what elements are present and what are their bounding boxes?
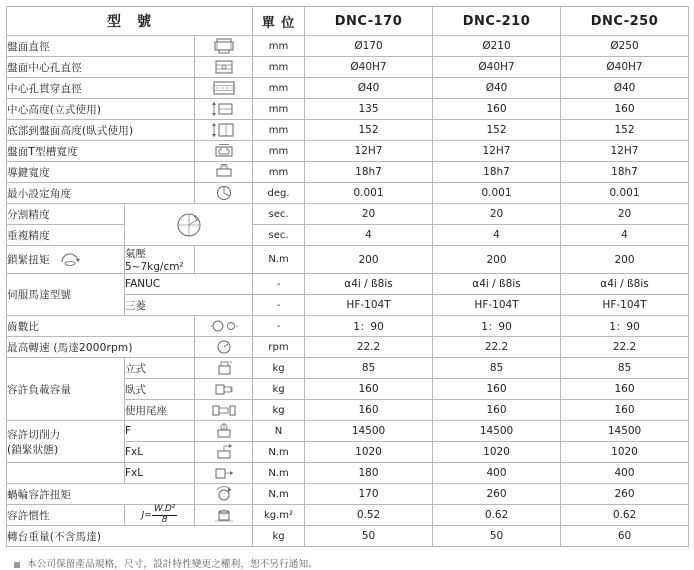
row-value-1: 14500 bbox=[305, 421, 433, 442]
load-horizontal-icon bbox=[195, 379, 253, 400]
row-value-1: 160 bbox=[305, 400, 433, 421]
table-row bbox=[7, 274, 689, 295]
row-label: 盤面T型槽寬度 bbox=[7, 141, 195, 162]
row-label: 最高轉速 (馬達2000rpm) bbox=[7, 337, 195, 358]
faceplate-diameter-icon bbox=[195, 36, 253, 57]
row-value-1: 18h7 bbox=[305, 162, 433, 183]
header-model-3: DNC-250 bbox=[561, 7, 689, 36]
row-label: 底部到盤面高度(臥式使用) bbox=[7, 120, 195, 141]
row-value-2: 1：90 bbox=[433, 316, 561, 337]
cutting-force-fxl-1-icon bbox=[195, 442, 253, 463]
row-value-1: 4 bbox=[305, 225, 433, 246]
row-value-1: 12H7 bbox=[305, 141, 433, 162]
row-value-1: α4i / ß8is bbox=[305, 274, 433, 295]
table-row bbox=[7, 120, 689, 141]
row-value-1: 0.52 bbox=[305, 505, 433, 526]
row-value-2: HF-104T bbox=[433, 295, 561, 316]
table-row bbox=[7, 337, 689, 358]
row-label: 盤面直徑 bbox=[7, 36, 195, 57]
row-sublabel: 使用尾座 bbox=[125, 400, 195, 421]
row-value-2: 0.62 bbox=[433, 505, 561, 526]
row-value-3: 260 bbox=[561, 484, 689, 505]
table-row bbox=[7, 204, 689, 225]
row-unit: sec. bbox=[253, 225, 305, 246]
air-pressure-icon bbox=[195, 246, 253, 274]
row-unit: mm bbox=[253, 57, 305, 78]
row-unit: deg. bbox=[253, 183, 305, 204]
row-value-1: HF-104T bbox=[305, 295, 433, 316]
row-value-1: 50 bbox=[305, 526, 433, 547]
table-row bbox=[7, 99, 689, 120]
row-value-1: 85 bbox=[305, 358, 433, 379]
row-value-2: 14500 bbox=[433, 421, 561, 442]
row-label: 轉台重量(不含馬達) bbox=[7, 526, 253, 547]
row-label: 中心孔貫穿直徑 bbox=[7, 78, 195, 99]
row-value-3: 12H7 bbox=[561, 141, 689, 162]
row-value-3: 20 bbox=[561, 204, 689, 225]
row-value-1: Ø40H7 bbox=[305, 57, 433, 78]
cutting-force-f-icon bbox=[195, 421, 253, 442]
row-label: 重複精度 bbox=[7, 225, 125, 246]
row-value-2: α4i / ß8is bbox=[433, 274, 561, 295]
row-value-2: 4 bbox=[433, 225, 561, 246]
formula-numerator: W.D² bbox=[153, 504, 176, 515]
header-spec-label: 型 號 bbox=[7, 7, 253, 36]
table-row bbox=[7, 141, 689, 162]
row-value-2: 400 bbox=[433, 463, 561, 484]
row-value-2: 1020 bbox=[433, 442, 561, 463]
row-unit: rpm bbox=[253, 337, 305, 358]
row-value-3: 1020 bbox=[561, 442, 689, 463]
table-row bbox=[7, 162, 689, 183]
table-row bbox=[7, 358, 689, 379]
row-sublabel: 臥式 bbox=[125, 379, 195, 400]
footnote bbox=[6, 556, 688, 570]
specifications-table bbox=[6, 6, 689, 547]
row-value-1: Ø170 bbox=[305, 36, 433, 57]
row-value-1: 1：90 bbox=[305, 316, 433, 337]
row-unit: kg bbox=[253, 358, 305, 379]
row-unit: - bbox=[253, 316, 305, 337]
row-value-2: 50 bbox=[433, 526, 561, 547]
row-value-2: 85 bbox=[433, 358, 561, 379]
table-row bbox=[7, 484, 689, 505]
row-value-1: 0.001 bbox=[305, 183, 433, 204]
row-unit: mm bbox=[253, 99, 305, 120]
row-value-2: 260 bbox=[433, 484, 561, 505]
formula-prefix: J= bbox=[141, 510, 152, 521]
row-label: 容許負載容量 bbox=[7, 358, 125, 421]
row-value-3: HF-104T bbox=[561, 295, 689, 316]
row-value-2: Ø40H7 bbox=[433, 57, 561, 78]
row-sublabel: 三菱 bbox=[125, 295, 253, 316]
row-value-1: 1020 bbox=[305, 442, 433, 463]
row-sublabel: FANUC bbox=[125, 274, 253, 295]
row-label bbox=[7, 463, 125, 484]
row-value-3: 400 bbox=[561, 463, 689, 484]
header-model-1: DNC-170 bbox=[305, 7, 433, 36]
table-row bbox=[7, 316, 689, 337]
row-unit: - bbox=[253, 274, 305, 295]
row-unit: mm bbox=[253, 162, 305, 183]
header-model-2: DNC-210 bbox=[433, 7, 561, 36]
row-sublabel: 立式 bbox=[125, 358, 195, 379]
center-hole-icon bbox=[195, 57, 253, 78]
max-speed-icon bbox=[195, 337, 253, 358]
table-header bbox=[7, 7, 689, 36]
center-height-vertical-icon bbox=[195, 99, 253, 120]
table-row bbox=[7, 421, 689, 442]
row-label: 分割精度 bbox=[7, 204, 125, 225]
row-label-text: 鎖緊扭矩 bbox=[7, 254, 50, 266]
row-value-1: 200 bbox=[305, 246, 433, 274]
table-row bbox=[7, 246, 689, 274]
row-unit: N.m bbox=[253, 463, 305, 484]
clamping-torque-icon bbox=[59, 253, 81, 267]
row-value-2: 160 bbox=[433, 379, 561, 400]
row-value-3: 1：90 bbox=[561, 316, 689, 337]
row-sublabel: FxL bbox=[125, 463, 195, 484]
row-label-line-1: 容許切削力 bbox=[7, 428, 61, 441]
row-label: 盤面中心孔直徑 bbox=[7, 57, 195, 78]
row-label: 齒數比 bbox=[7, 316, 195, 337]
row-value-3: 160 bbox=[561, 379, 689, 400]
header-unit-label: 單 位 bbox=[253, 7, 305, 36]
row-unit: mm bbox=[253, 141, 305, 162]
row-value-1: 135 bbox=[305, 99, 433, 120]
row-value-2: 160 bbox=[433, 400, 561, 421]
t-slot-width-icon bbox=[195, 141, 253, 162]
load-tailstock-icon bbox=[195, 400, 253, 421]
row-unit: kg.m² bbox=[253, 505, 305, 526]
row-value-2: 12H7 bbox=[433, 141, 561, 162]
row-label: 蝸輪容許扭矩 bbox=[7, 484, 195, 505]
row-sublabel: F bbox=[125, 421, 195, 442]
table-row bbox=[7, 36, 689, 57]
row-value-3: 152 bbox=[561, 120, 689, 141]
through-hole-icon bbox=[195, 78, 253, 99]
row-value-2: Ø210 bbox=[433, 36, 561, 57]
row-value-3: 200 bbox=[561, 246, 689, 274]
row-value-1: 180 bbox=[305, 463, 433, 484]
row-value-2: 18h7 bbox=[433, 162, 561, 183]
row-value-1: 160 bbox=[305, 379, 433, 400]
row-label: 容許慣性 bbox=[7, 505, 125, 526]
row-value-2: Ø40 bbox=[433, 78, 561, 99]
footnote-text: 本公司保留產品規格，尺寸，設計特性變更之權利，恕不另行通知。 bbox=[27, 559, 319, 570]
row-unit: kg bbox=[253, 526, 305, 547]
row-value-3: Ø40 bbox=[561, 78, 689, 99]
row-label: 中心高度(立式使用) bbox=[7, 99, 195, 120]
row-value-2: 160 bbox=[433, 99, 561, 120]
row-value-1: Ø40 bbox=[305, 78, 433, 99]
row-value-2: 0.001 bbox=[433, 183, 561, 204]
cutting-force-fxl-2-icon bbox=[195, 463, 253, 484]
row-unit: N.m bbox=[253, 246, 305, 274]
worm-gear-torque-icon bbox=[195, 484, 253, 505]
row-value-2: 200 bbox=[433, 246, 561, 274]
table-row bbox=[7, 225, 689, 246]
row-unit: kg bbox=[253, 400, 305, 421]
row-unit: mm bbox=[253, 120, 305, 141]
row-value-3: 0.62 bbox=[561, 505, 689, 526]
row-value-3: Ø250 bbox=[561, 36, 689, 57]
table-row bbox=[7, 183, 689, 204]
row-label: 導鍵寬度 bbox=[7, 162, 195, 183]
row-label bbox=[7, 421, 125, 463]
row-label: 伺服馬達型號 bbox=[7, 274, 125, 316]
row-value-2: 22.2 bbox=[433, 337, 561, 358]
row-value-3: 18h7 bbox=[561, 162, 689, 183]
row-sublabel: FxL bbox=[125, 442, 195, 463]
inertia-formula bbox=[125, 505, 195, 526]
table-row bbox=[7, 78, 689, 99]
row-value-3: 60 bbox=[561, 526, 689, 547]
table-body bbox=[7, 36, 689, 547]
table-row bbox=[7, 505, 689, 526]
row-label: 最小設定角度 bbox=[7, 183, 195, 204]
min-index-angle-icon bbox=[195, 183, 253, 204]
indexing-accuracy-icon bbox=[125, 204, 253, 246]
gear-ratio-icon bbox=[195, 316, 253, 337]
row-value-3: 22.2 bbox=[561, 337, 689, 358]
row-unit: mm bbox=[253, 36, 305, 57]
row-unit: sec. bbox=[253, 204, 305, 225]
row-sublabel: 氣壓 5~7kg/cm² bbox=[125, 246, 195, 274]
bullet-square-icon bbox=[14, 562, 20, 568]
row-value-3: 14500 bbox=[561, 421, 689, 442]
row-label bbox=[7, 246, 125, 274]
row-value-1: 20 bbox=[305, 204, 433, 225]
row-value-1: 22.2 bbox=[305, 337, 433, 358]
table-row bbox=[7, 57, 689, 78]
table-row bbox=[7, 526, 689, 547]
row-unit: N.m bbox=[253, 442, 305, 463]
row-value-2: 152 bbox=[433, 120, 561, 141]
row-unit: N bbox=[253, 421, 305, 442]
row-value-3: 4 bbox=[561, 225, 689, 246]
row-unit: N.m bbox=[253, 484, 305, 505]
inertia-icon bbox=[195, 505, 253, 526]
row-value-3: 0.001 bbox=[561, 183, 689, 204]
row-value-1: 170 bbox=[305, 484, 433, 505]
row-value-3: 160 bbox=[561, 99, 689, 120]
guide-key-width-icon bbox=[195, 162, 253, 183]
row-value-3: 160 bbox=[561, 400, 689, 421]
row-value-3: 85 bbox=[561, 358, 689, 379]
table-row bbox=[7, 463, 689, 484]
row-value-1: 152 bbox=[305, 120, 433, 141]
formula-denominator: 8 bbox=[161, 514, 168, 525]
row-value-3: α4i / ß8is bbox=[561, 274, 689, 295]
base-to-face-height-icon bbox=[195, 120, 253, 141]
row-label-line-2: (鎖緊狀態) bbox=[7, 443, 59, 456]
row-unit: mm bbox=[253, 78, 305, 99]
load-vertical-icon bbox=[195, 358, 253, 379]
row-unit: kg bbox=[253, 379, 305, 400]
row-unit: - bbox=[253, 295, 305, 316]
row-value-2: 20 bbox=[433, 204, 561, 225]
row-value-3: Ø40H7 bbox=[561, 57, 689, 78]
